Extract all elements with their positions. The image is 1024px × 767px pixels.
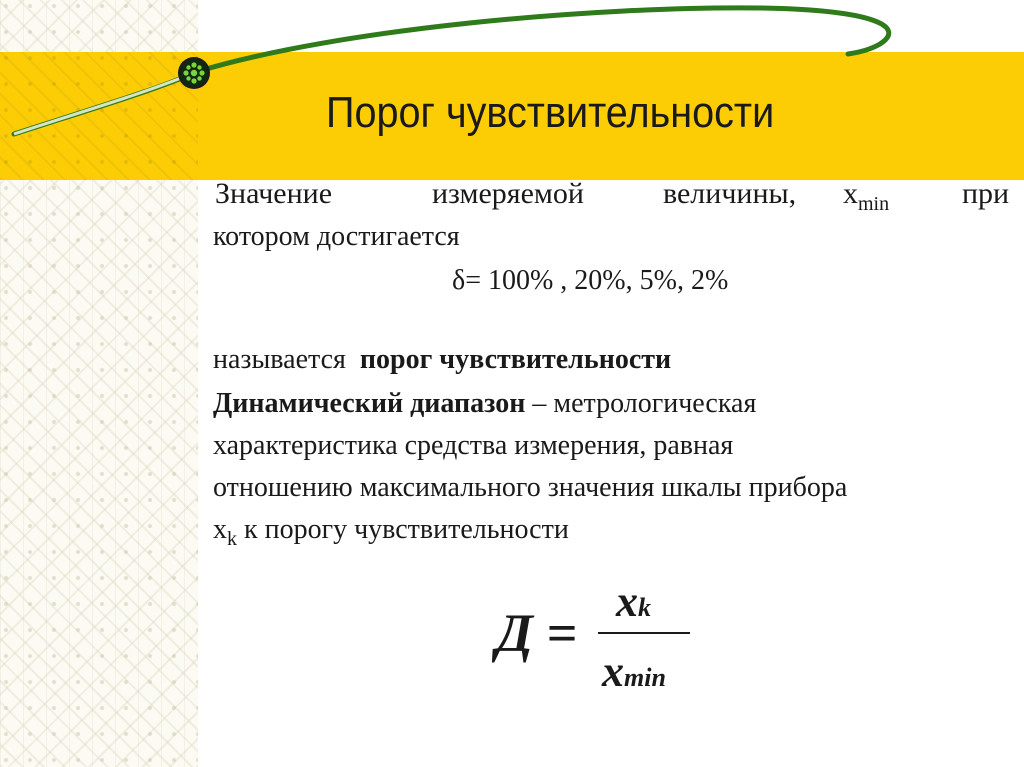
para3-line-1: Динамический диапазон – метрологическая: [213, 388, 757, 419]
para1-variable-xmin: $x_{min}$: [843, 177, 890, 215]
para1-word-2: измеряемой: [432, 177, 584, 210]
para1-line-2: котором достигается: [213, 221, 460, 252]
para1-word-4: при: [962, 177, 1010, 210]
para3-line-2: характеристика средства измерения, равная: [213, 430, 734, 461]
para3-line-3: отношению максимального значения шкалы прибора: [213, 472, 848, 503]
para1-word-1: Значение: [215, 177, 333, 210]
para2-line: называется порог чувствительности: [213, 344, 672, 375]
formula-denominator: xmin: [602, 647, 666, 696]
dotted-bullet-icon: [178, 57, 210, 89]
para1-word-3: величины,: [663, 177, 797, 210]
delta-values: δ= 100% , 20%, 5%, 2%: [452, 265, 729, 296]
term-dynamic-range: Динамический диапазон: [213, 388, 526, 419]
fraction-bar: [598, 632, 690, 634]
formula-numerator: xk: [616, 577, 651, 626]
term-sensitivity-threshold: порог чувствительности: [359, 344, 672, 375]
para3-line-4: $x_k$ к порогу чувствительности: [213, 514, 569, 550]
formula-lhs: Д =: [496, 603, 578, 663]
dynamic-range-formula: [490, 570, 720, 710]
slide-title: Порог чувствительности: [326, 88, 775, 137]
